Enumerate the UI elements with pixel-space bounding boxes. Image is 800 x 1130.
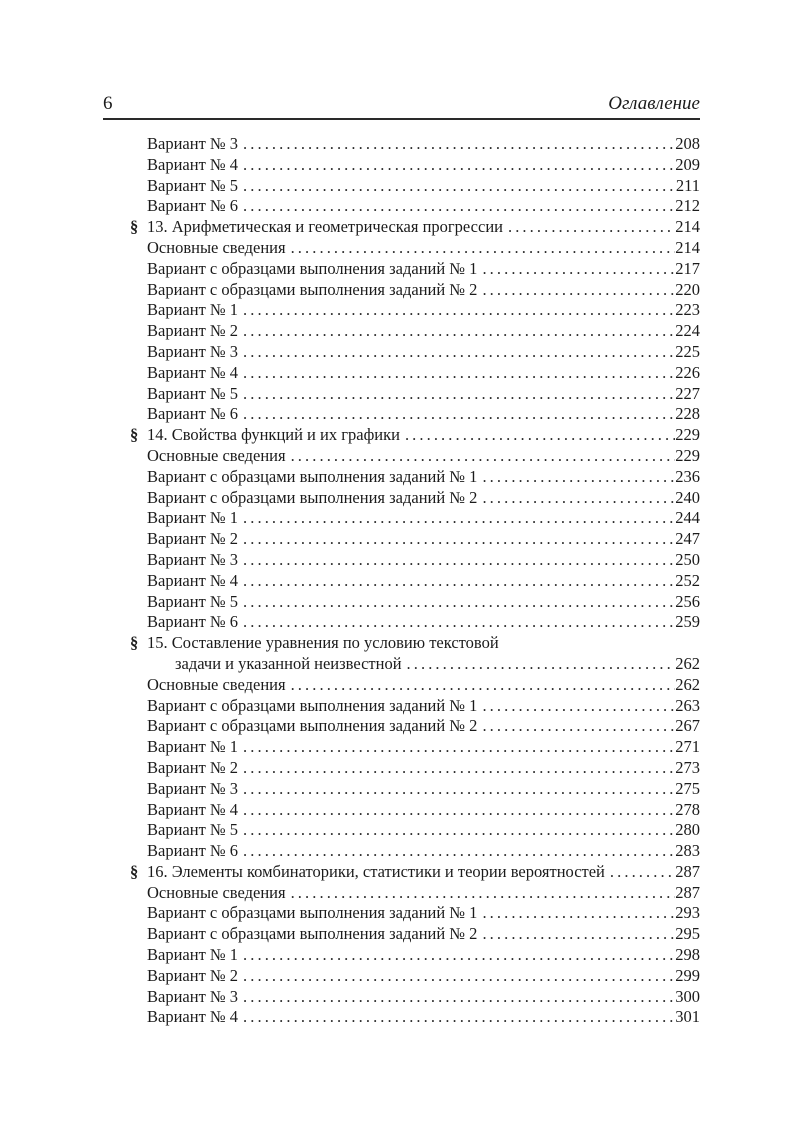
entry-label: Вариант с образцами выполнения заданий № 2 bbox=[147, 716, 478, 736]
entry-label: Вариант № 2 bbox=[147, 321, 239, 341]
entry-page-number: 244 bbox=[675, 508, 700, 528]
entry-page-number: 252 bbox=[675, 570, 700, 590]
entry-label: Вариант с образцами выполнения заданий № 2 bbox=[147, 279, 478, 299]
dot-leader bbox=[238, 1007, 675, 1028]
toc-entry bbox=[147, 384, 700, 405]
entry-label: Вариант № 4 bbox=[147, 1007, 239, 1027]
entry-page-number: 217 bbox=[675, 258, 700, 278]
entry-page-number: 280 bbox=[675, 820, 700, 840]
entry-label: Вариант № 1 bbox=[147, 300, 239, 320]
entry-page-number: 228 bbox=[675, 404, 700, 424]
entry-page-number: 259 bbox=[675, 612, 700, 632]
dot-leader bbox=[238, 196, 675, 217]
entry-label: Вариант с образцами выполнения заданий № 1 bbox=[147, 903, 478, 923]
entry-label: Вариант № 6 bbox=[147, 841, 239, 861]
entry-label: Вариант № 6 bbox=[147, 612, 239, 632]
toc-section-entry bbox=[130, 861, 700, 883]
dot-leader bbox=[402, 654, 676, 675]
dot-leader bbox=[238, 966, 675, 987]
toc-entry bbox=[147, 259, 700, 280]
page-content bbox=[103, 94, 700, 1028]
entry-label: Вариант № 4 bbox=[147, 799, 239, 819]
entry-label: Вариант с образцами выполнения заданий № 1 bbox=[147, 466, 478, 486]
entry-label: Вариант № 3 bbox=[147, 134, 239, 153]
entry-page-number: 287 bbox=[675, 882, 700, 902]
toc-entry bbox=[147, 508, 700, 529]
toc-entry bbox=[147, 488, 700, 509]
entry-page-number: 214 bbox=[675, 217, 700, 237]
dot-leader bbox=[477, 903, 675, 924]
dot-leader bbox=[238, 404, 675, 425]
dot-leader bbox=[477, 280, 675, 301]
dot-leader bbox=[503, 217, 675, 238]
toc-section-entry bbox=[130, 217, 700, 238]
dot-leader bbox=[238, 592, 675, 613]
entry-label: задачи и указанной неизвестной bbox=[175, 653, 402, 673]
dot-leader bbox=[238, 550, 675, 571]
toc-entry bbox=[147, 966, 700, 987]
entry-page-number: 262 bbox=[675, 674, 700, 694]
toc-entry bbox=[147, 467, 700, 488]
toc-entry bbox=[147, 820, 700, 841]
page-header bbox=[103, 94, 700, 120]
entry-label: Вариант № 3 bbox=[147, 986, 239, 1006]
dot-leader bbox=[238, 321, 675, 342]
dot-leader bbox=[477, 467, 675, 488]
entry-label: Вариант № 5 bbox=[147, 820, 239, 840]
toc-entry bbox=[147, 238, 700, 259]
entry-page-number: 240 bbox=[675, 487, 700, 507]
dot-leader bbox=[238, 820, 675, 841]
entry-label: Вариант № 4 bbox=[147, 362, 239, 382]
toc-entry bbox=[147, 592, 700, 613]
entry-label: Вариант № 5 bbox=[147, 175, 239, 195]
entry-page-number: 262 bbox=[675, 653, 700, 673]
dot-leader bbox=[477, 716, 675, 737]
entry-label: Вариант с образцами выполнения заданий № 1 bbox=[147, 695, 478, 715]
dot-leader bbox=[238, 841, 675, 862]
entry-page-number: 275 bbox=[675, 778, 700, 798]
entry-label: Основные сведения bbox=[147, 237, 286, 257]
entry-page-number: 236 bbox=[675, 466, 700, 486]
entry-page-number: 298 bbox=[675, 945, 700, 965]
toc-entry bbox=[147, 134, 700, 155]
entry-page-number: 223 bbox=[675, 300, 700, 320]
toc-entry bbox=[147, 883, 700, 904]
entry-page-number: 273 bbox=[675, 757, 700, 777]
entry-page-number: 293 bbox=[675, 903, 700, 923]
toc-entry bbox=[147, 300, 700, 321]
entry-label: Вариант № 5 bbox=[147, 591, 239, 611]
dot-leader bbox=[238, 342, 675, 363]
toc-entry bbox=[147, 321, 700, 342]
entry-page-number: 214 bbox=[675, 237, 700, 257]
entry-label: Вариант № 4 bbox=[147, 570, 239, 590]
section-marker: § bbox=[130, 861, 139, 881]
entry-label: Вариант № 2 bbox=[147, 965, 239, 985]
toc-section-entry bbox=[130, 425, 700, 446]
toc-entry bbox=[147, 342, 700, 363]
entry-label: 14. Свойства функций и их графики bbox=[147, 425, 400, 445]
section-marker: § bbox=[130, 217, 139, 237]
entry-page-number: 208 bbox=[675, 134, 700, 153]
entry-page-number: 299 bbox=[675, 965, 700, 985]
entry-label: Вариант № 4 bbox=[147, 154, 239, 174]
toc-entry bbox=[147, 550, 700, 571]
toc-entry bbox=[147, 800, 700, 821]
dot-leader bbox=[238, 176, 676, 197]
toc-section-entry bbox=[130, 633, 700, 654]
toc-entry bbox=[147, 675, 700, 696]
entry-label: Основные сведения bbox=[147, 674, 286, 694]
dot-leader bbox=[477, 924, 675, 945]
entry-label: Вариант № 3 bbox=[147, 341, 239, 361]
entry-label: Вариант № 2 bbox=[147, 757, 239, 777]
folio-page-number: 6 bbox=[103, 93, 113, 114]
dot-leader bbox=[286, 675, 676, 696]
dot-leader bbox=[238, 737, 675, 758]
toc-entry bbox=[147, 945, 700, 966]
dot-leader bbox=[238, 987, 675, 1008]
dot-leader bbox=[238, 529, 675, 550]
dot-leader bbox=[238, 779, 675, 800]
entry-label: Вариант № 6 bbox=[147, 196, 239, 216]
entry-page-number: 295 bbox=[675, 924, 700, 944]
dot-leader bbox=[477, 259, 675, 280]
entry-label: 16. Элементы комбинаторики, статистики и теории вероятностей bbox=[147, 861, 605, 881]
entry-page-number: 283 bbox=[675, 841, 700, 861]
entry-label: Вариант № 2 bbox=[147, 529, 239, 549]
entry-page-number: 287 bbox=[675, 861, 700, 881]
dot-leader bbox=[400, 425, 675, 446]
dot-leader bbox=[286, 446, 676, 467]
entry-page-number: 209 bbox=[675, 154, 700, 174]
entry-page-number: 300 bbox=[675, 986, 700, 1006]
dot-leader bbox=[238, 571, 675, 592]
toc-entry bbox=[147, 176, 700, 197]
dot-leader bbox=[605, 862, 675, 883]
dot-leader bbox=[477, 488, 675, 509]
entry-label: Вариант № 1 bbox=[147, 945, 239, 965]
entry-page-number: 267 bbox=[675, 716, 700, 736]
dot-leader bbox=[286, 883, 676, 904]
entry-label: Вариант № 5 bbox=[147, 383, 239, 403]
entry-page-number: 229 bbox=[675, 425, 700, 445]
toc-entry bbox=[147, 612, 700, 633]
toc-entry bbox=[147, 196, 700, 217]
toc-entry bbox=[147, 155, 700, 176]
dot-leader bbox=[238, 758, 675, 779]
entry-page-number: 212 bbox=[675, 196, 700, 216]
entry-page-number: 229 bbox=[675, 445, 700, 465]
entry-page-number: 271 bbox=[675, 737, 700, 757]
dot-leader bbox=[238, 945, 675, 966]
entry-page-number: 225 bbox=[675, 341, 700, 361]
dot-leader bbox=[238, 363, 675, 384]
section-marker: § bbox=[130, 633, 139, 653]
entry-label: Вариант № 1 bbox=[147, 508, 239, 528]
toc-entry bbox=[147, 737, 700, 758]
dot-leader bbox=[477, 696, 675, 717]
entry-label: Вариант № 3 bbox=[147, 778, 239, 798]
entry-page-number: 227 bbox=[675, 383, 700, 403]
toc-entry bbox=[147, 903, 700, 924]
toc-entry bbox=[147, 1007, 700, 1028]
toc-entry bbox=[147, 716, 700, 737]
toc-entry bbox=[147, 758, 700, 779]
running-title: Оглавление bbox=[608, 93, 700, 114]
entry-label: Вариант № 3 bbox=[147, 549, 239, 569]
entry-label: Вариант № 6 bbox=[147, 404, 239, 424]
entry-page-number: 263 bbox=[675, 695, 700, 715]
toc-entry bbox=[147, 696, 700, 717]
dot-leader bbox=[238, 384, 675, 405]
entry-page-number: 220 bbox=[675, 279, 700, 299]
dot-leader bbox=[238, 300, 675, 321]
entry-page-number: 278 bbox=[675, 799, 700, 819]
dot-leader bbox=[238, 612, 675, 633]
entry-label: Вариант № 1 bbox=[147, 737, 239, 757]
toc-entry bbox=[147, 571, 700, 592]
toc-entry bbox=[147, 280, 700, 301]
entry-page-number: 226 bbox=[675, 362, 700, 382]
entry-label: 15. Составление уравнения по условию текстовой bbox=[147, 633, 499, 653]
entry-label: Основные сведения bbox=[147, 445, 286, 465]
entry-label: 13. Арифметическая и геометрическая прогрессии bbox=[147, 217, 503, 237]
entry-page-number: 224 bbox=[675, 321, 700, 341]
toc-section-entry-continuation bbox=[175, 654, 700, 675]
dot-leader bbox=[238, 508, 675, 529]
toc-entry bbox=[147, 529, 700, 550]
dot-leader bbox=[238, 134, 675, 155]
entry-label: Вариант с образцами выполнения заданий № 1 bbox=[147, 258, 478, 278]
toc-entry bbox=[147, 987, 700, 1008]
entry-page-number: 247 bbox=[675, 529, 700, 549]
toc-entry bbox=[147, 779, 700, 800]
entry-page-number: 301 bbox=[675, 1007, 700, 1027]
entry-label: Вариант с образцами выполнения заданий № 2 bbox=[147, 924, 478, 944]
toc-entry bbox=[147, 841, 700, 862]
entry-page-number: 250 bbox=[675, 549, 700, 569]
toc-entry bbox=[147, 404, 700, 425]
toc-entry bbox=[147, 446, 700, 467]
entry-page-number: 211 bbox=[675, 175, 700, 195]
dot-leader bbox=[238, 800, 675, 821]
entry-page-number: 256 bbox=[675, 591, 700, 611]
entry-label: Вариант с образцами выполнения заданий № 2 bbox=[147, 487, 478, 507]
section-marker: § bbox=[130, 425, 139, 445]
toc-list bbox=[103, 134, 700, 1028]
dot-leader bbox=[286, 238, 676, 259]
toc-entry bbox=[147, 924, 700, 945]
toc-entry bbox=[147, 363, 700, 384]
entry-label: Основные сведения bbox=[147, 882, 286, 902]
dot-leader bbox=[238, 155, 675, 176]
